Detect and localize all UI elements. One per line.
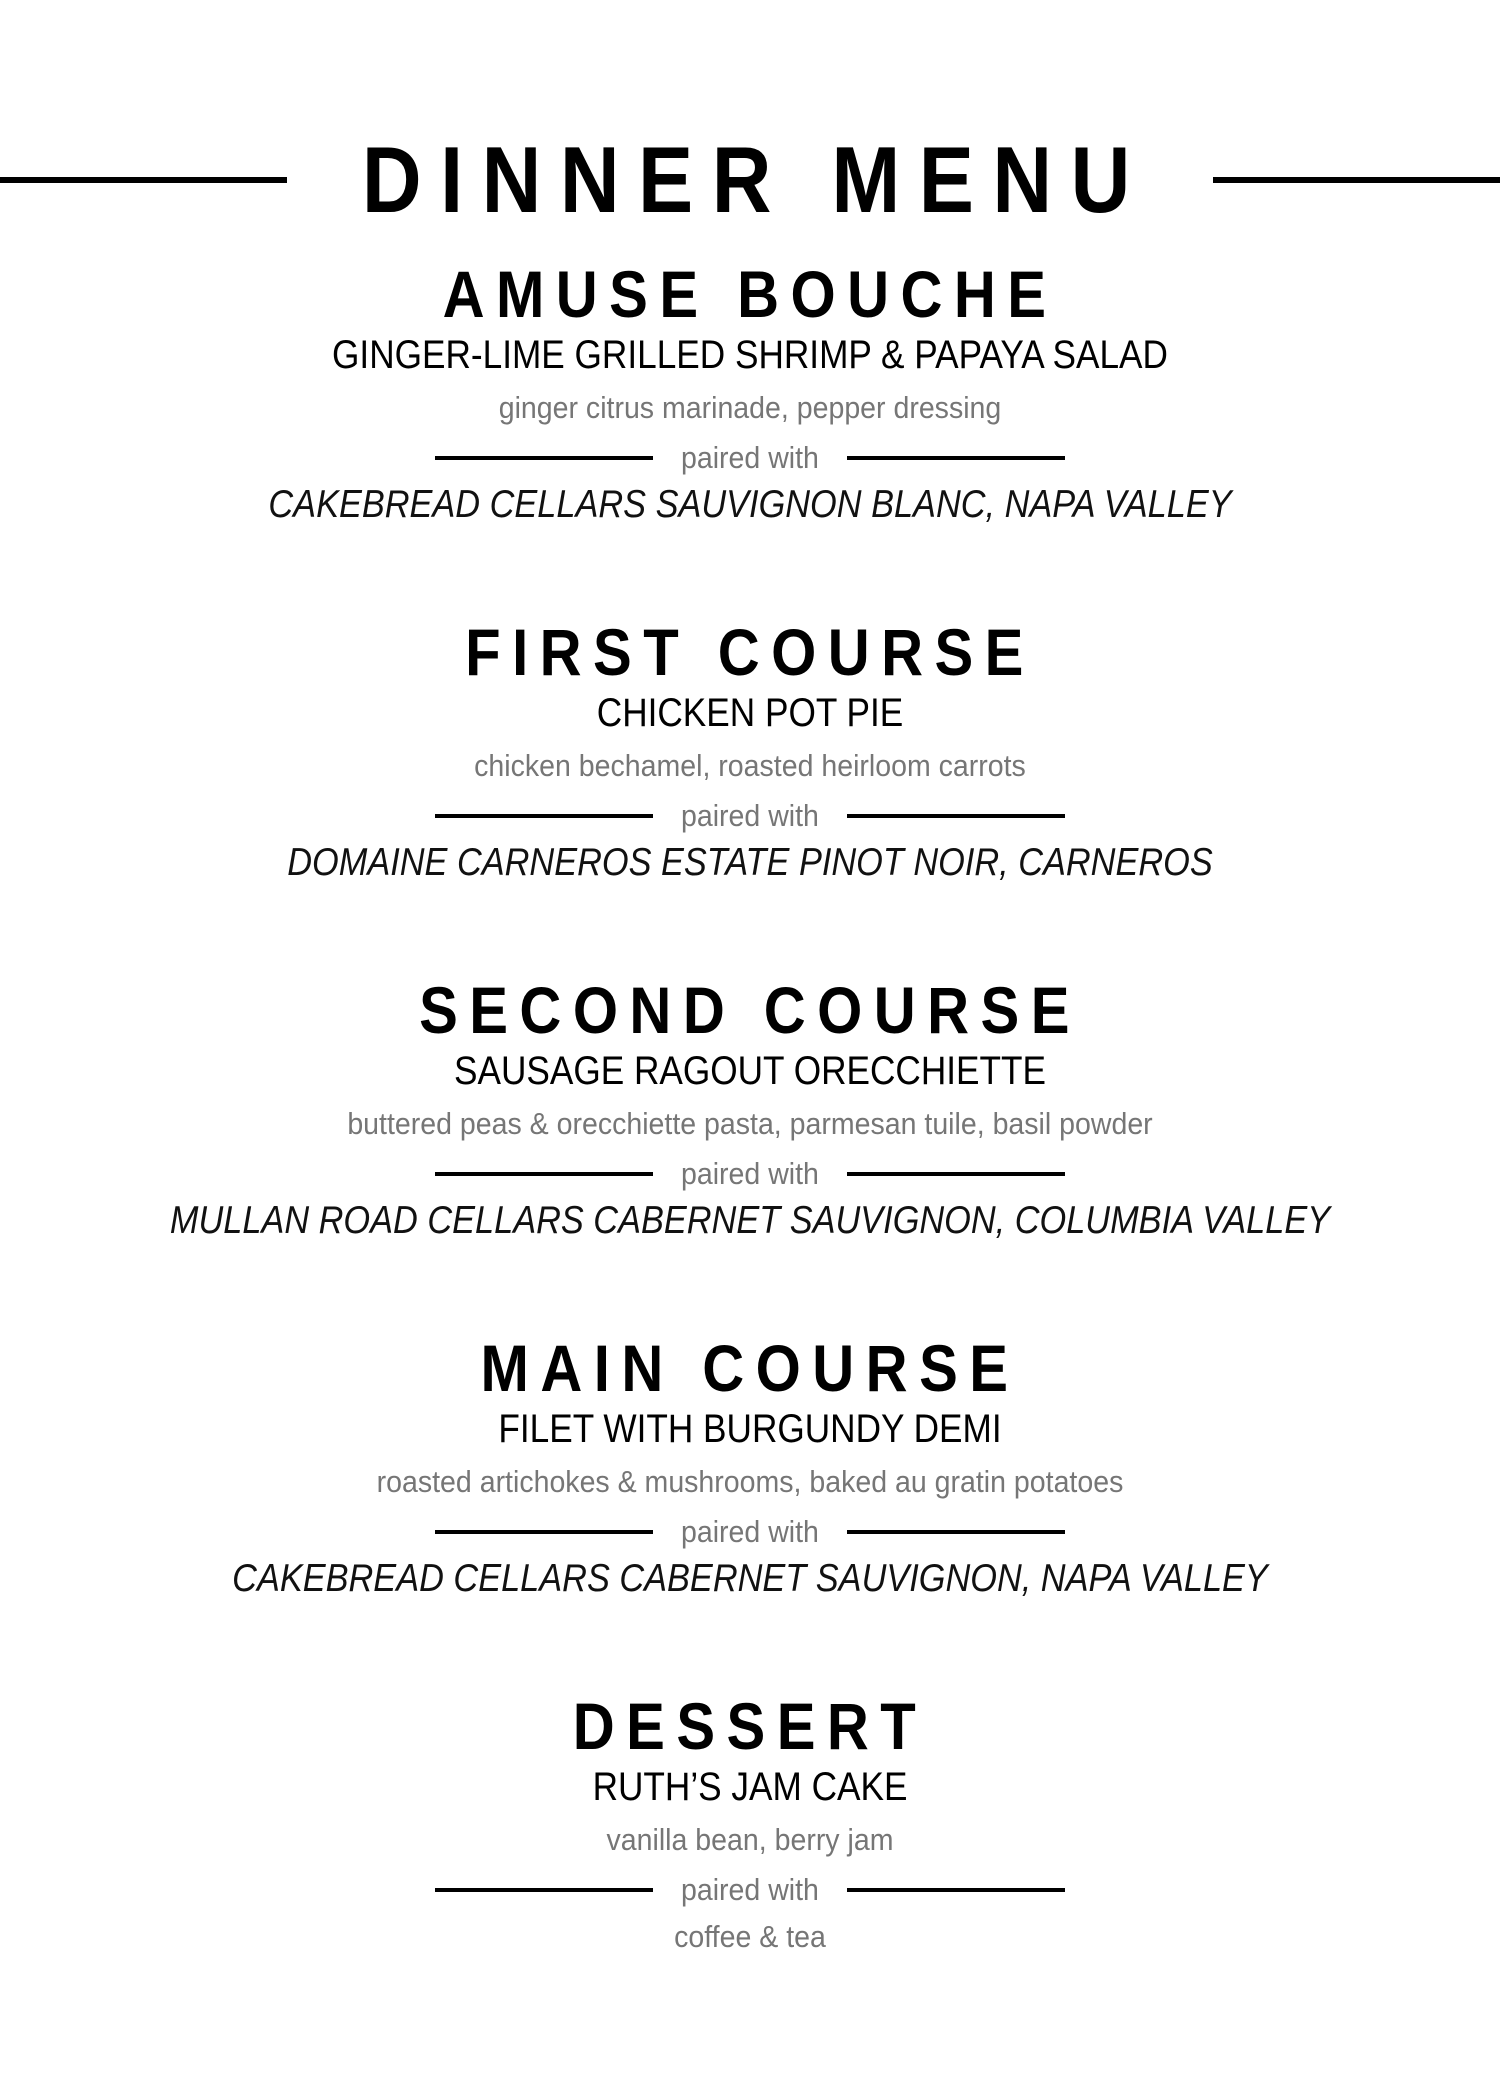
dish-name: SAUSAGE RAGOUT ORECCHIETTE	[454, 1049, 1046, 1093]
divider-rule-left	[435, 1172, 653, 1176]
title-row	[0, 128, 1500, 232]
beverage-pairing: coffee & tea	[674, 1919, 826, 1954]
divider-rule-left	[435, 1530, 653, 1534]
course-heading: AMUSE BOUCHE	[442, 257, 1058, 331]
paired-with-label: paired with	[681, 798, 819, 833]
course-first	[0, 616, 1500, 888]
course-heading: MAIN COURSE	[480, 1331, 1020, 1405]
title-rule-left	[0, 177, 287, 183]
paired-with-divider	[0, 1870, 1500, 1910]
divider-rule-right	[847, 1530, 1065, 1534]
dish-description: chicken bechamel, roasted heirloom carrots	[474, 748, 1026, 783]
dish-name: RUTH’S JAM CAKE	[592, 1765, 908, 1809]
title-rule-right	[1213, 177, 1500, 183]
course-amuse-bouche	[0, 258, 1500, 530]
dish-description: roasted artichokes & mushrooms, baked au gratin potatoes	[376, 1464, 1124, 1499]
divider-rule-left	[435, 814, 653, 818]
course-dessert	[0, 1690, 1500, 1962]
paired-with-divider	[0, 796, 1500, 836]
divider-rule-right	[847, 1888, 1065, 1892]
divider-rule-right	[847, 1172, 1065, 1176]
paired-with-label: paired with	[681, 1514, 819, 1549]
dish-description: ginger citrus marinade, pepper dressing	[498, 390, 1002, 425]
course-main	[0, 1332, 1500, 1604]
dish-name: CHICKEN POT PIE	[596, 691, 904, 735]
dish-description: buttered peas & orecchiette pasta, parmesan tuile, basil powder	[347, 1106, 1153, 1141]
wine-pairing: MULLAN ROAD CELLARS CABERNET SAUVIGNON, COLUMBIA VALLEY	[169, 1199, 1331, 1242]
course-second	[0, 974, 1500, 1246]
page-title: DINNER MENU	[361, 127, 1149, 232]
paired-with-divider	[0, 438, 1500, 478]
course-heading: FIRST COURSE	[465, 615, 1035, 689]
paired-with-divider	[0, 1154, 1500, 1194]
paired-with-divider	[0, 1512, 1500, 1552]
dish-name: GINGER-LIME GRILLED SHRIMP & PAPAYA SALAD	[332, 333, 1168, 377]
dish-name: FILET WITH BURGUNDY DEMI	[498, 1407, 1002, 1451]
divider-rule-right	[847, 814, 1065, 818]
wine-pairing: CAKEBREAD CELLARS CABERNET SAUVIGNON, NAPA VALLEY	[232, 1557, 1268, 1600]
divider-rule-right	[847, 456, 1065, 460]
paired-with-label: paired with	[681, 1156, 819, 1191]
divider-rule-left	[435, 456, 653, 460]
paired-with-label: paired with	[681, 1872, 819, 1907]
dish-description: vanilla bean, berry jam	[606, 1822, 894, 1857]
wine-pairing: DOMAINE CARNEROS ESTATE PINOT NOIR, CARNEROS	[287, 841, 1213, 884]
course-heading: DESSERT	[572, 1689, 928, 1763]
wine-pairing: CAKEBREAD CELLARS SAUVIGNON BLANC, NAPA VALLEY	[268, 483, 1232, 526]
paired-with-label: paired with	[681, 440, 819, 475]
divider-rule-left	[435, 1888, 653, 1892]
course-heading: SECOND COURSE	[419, 973, 1081, 1047]
